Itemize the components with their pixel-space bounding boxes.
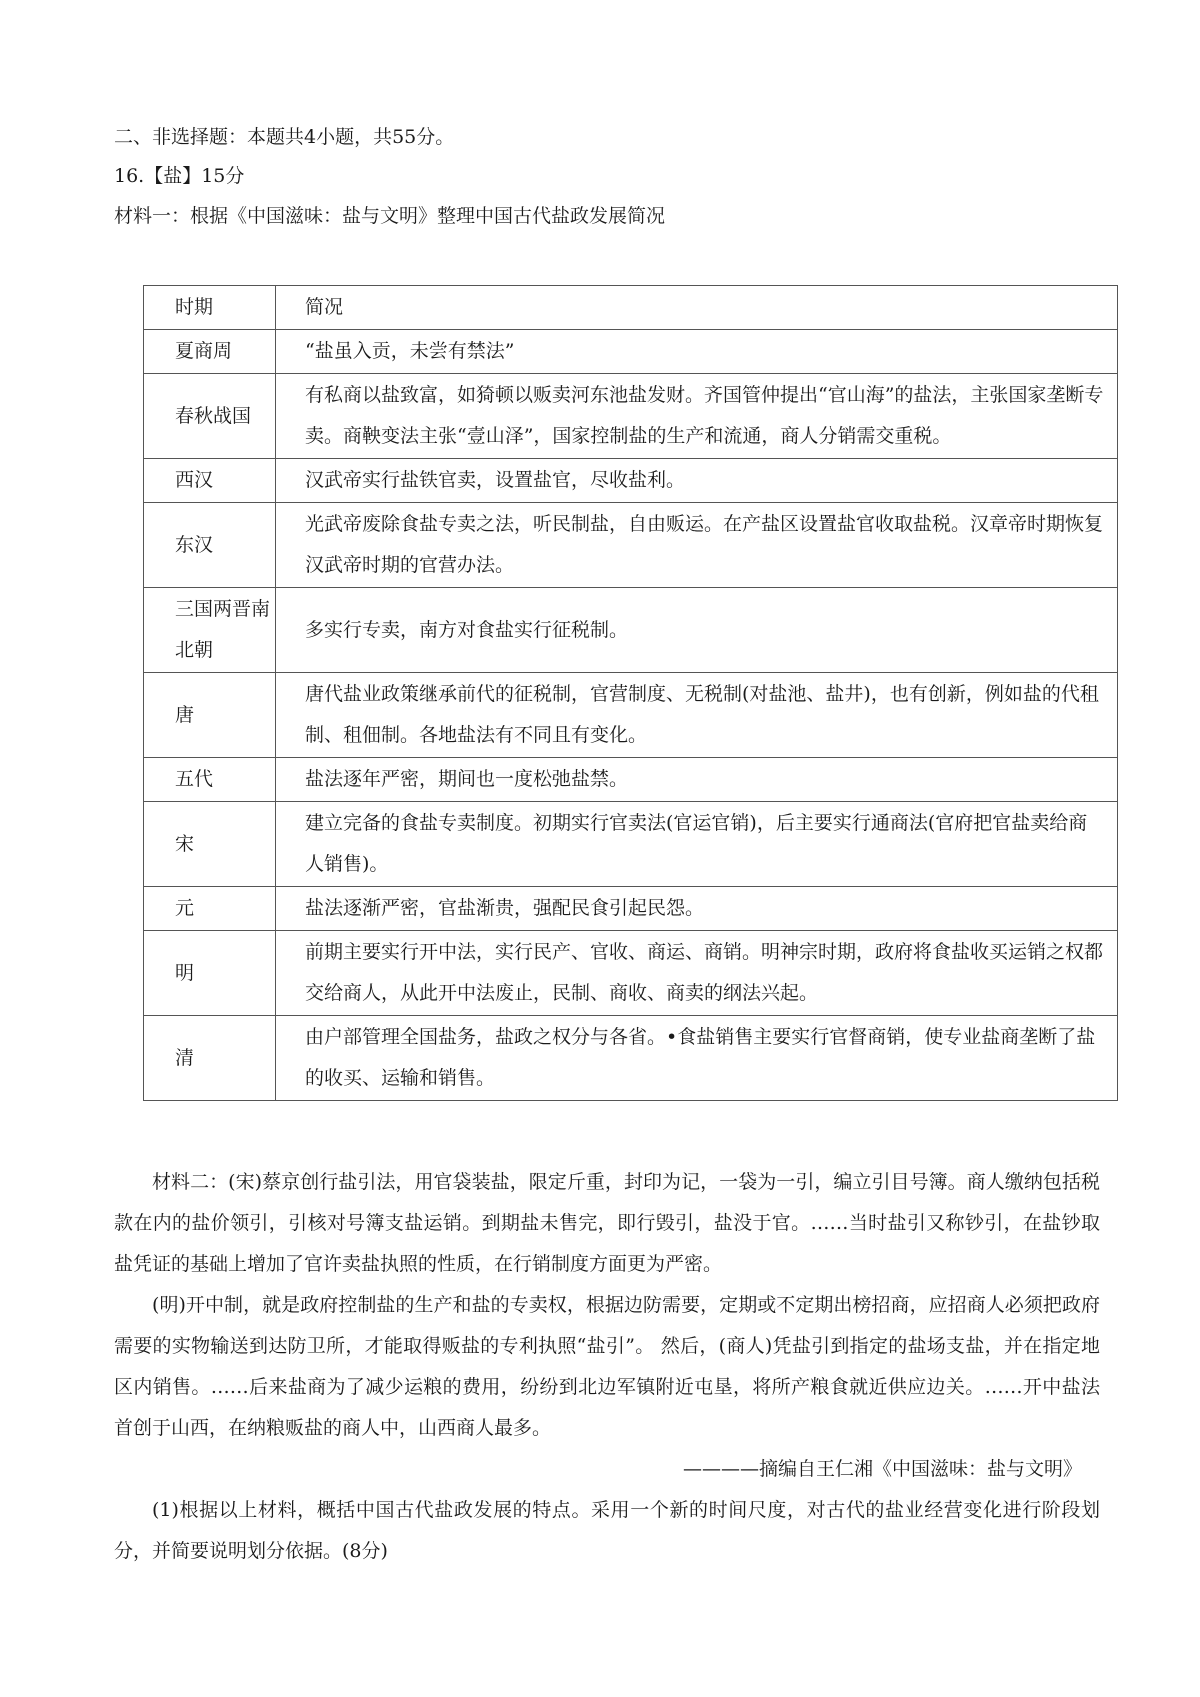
section-heading: 二、非选择题：本题共4小题，共55分。 [114,126,455,148]
period-cell: 唐 [144,673,276,758]
salt-policy-table [143,285,1118,1101]
material2-source: ————摘编自王仁湘《中国滋味：盐与文明》 [682,1458,1082,1480]
period-cell: 明 [144,931,276,1016]
summary-cell: 多实行专卖，南方对食盐实行征税制。 [276,588,1118,673]
summary-cell: 盐法逐年严密，期间也一度松弛盐禁。 [276,758,1118,802]
table-row [144,374,1118,459]
question-heading: 16.【盐】15分 [114,165,245,187]
period-cell: 西汉 [144,459,276,503]
summary-cell: 光武帝废除食盐专卖之法，听民制盐，自由贩运。在产盐区设置盐官收取盐税。汉章帝时期恢复汉武帝时期的官营办法。 [276,503,1118,588]
header-period: 时期 [144,286,276,330]
period-cell: 东汉 [144,503,276,588]
table-row [144,330,1118,374]
question-1: (1)根据以上材料，概括中国古代盐政发展的特点。采用一个新的时间尺度，对古代的盐业经营变化进行阶段划分，并简要说明划分依据。(8分) [114,1499,1100,1562]
summary-cell: 前期主要实行开中法，实行民产、官收、商运、商销。明神宗时期，政府将食盐收买运销之权都交给商人，从此开中法废止，民制、商收、商卖的纲法兴起。 [276,931,1118,1016]
summary-cell: 唐代盐业政策继承前代的征税制，官营制度、无税制(对盐池、盐井)，也有创新，例如盐的代租制、租佃制。各地盐法有不同且有变化。 [276,673,1118,758]
summary-cell: 建立完备的食盐专卖制度。初期实行官卖法(官运官销)，后主要实行通商法(官府把官盐卖给商人销售)。 [276,802,1118,887]
period-cell: 宋 [144,802,276,887]
summary-cell: 由户部管理全国盐务，盐政之权分与各省。•食盐销售主要实行官督商销，使专业盐商垄断了盐的收买、运输和销售。 [276,1016,1118,1101]
table-row [144,588,1118,673]
period-cell: 五代 [144,758,276,802]
period-cell: 元 [144,887,276,931]
period-cell: 夏商周 [144,330,276,374]
table-row [144,503,1118,588]
table-row [144,758,1118,802]
period-cell: 春秋战国 [144,374,276,459]
table-row [144,887,1118,931]
table-row [144,802,1118,887]
material1-intro: 材料一：根据《中国滋味：盐与文明》整理中国古代盐政发展简况 [114,205,666,227]
header-summary: 简况 [276,286,1118,330]
material2-paragraph-1: 材料二：(宋)蔡京创行盐引法，用官袋装盐，限定斤重，封印为记，一袋为一引，编立引目号簿。商人缴纳包括税款在内的盐价领引，引核对号簿支盐运销。到期盐未售完，即行毁引，盐没于官。……当时盐引又称钞引，在盐钞取盐凭证的基础上增加了官许卖盐执照的性质，在行销制度方面更为严密。 [114,1171,1100,1275]
table-row [144,931,1118,1016]
period-cell: 清 [144,1016,276,1101]
summary-cell: 盐法逐渐严密，官盐渐贵，强配民食引起民怨。 [276,887,1118,931]
table-header-row [144,286,1118,330]
summary-cell: 汉武帝实行盐铁官卖，设置盐官，尽收盐利。 [276,459,1118,503]
summary-cell: 有私商以盐致富，如猗顿以贩卖河东池盐发财。齐国管仲提出“官山海”的盐法，主张国家垄断专卖。商鞅变法主张“壹山泽”，国家控制盐的生产和流通，商人分销需交重税。 [276,374,1118,459]
material2-paragraph-2: (明)开中制，就是政府控制盐的生产和盐的专卖权，根据边防需要，定期或不定期出榜招商，应招商人必须把政府需要的实物输送到达防卫所，才能取得贩盐的专利执照“盐引”。 然后，(商人)凭盐引到指定的盐场支盐，并在指定地区内销售。……后来盐商为了减少运粮的费用，纷纷到北边军镇附近屯垦，将所产粮食就近供应边关。……开中盐法首创于山西，在纳粮贩盐的商人中，山西商人最多。 [114,1294,1100,1439]
period-cell: 三国两晋南北朝 [144,588,276,673]
table-row [144,673,1118,758]
table-row [144,459,1118,503]
summary-cell: “盐虽入贡，未尝有禁法” [276,330,1118,374]
table-row [144,1016,1118,1101]
